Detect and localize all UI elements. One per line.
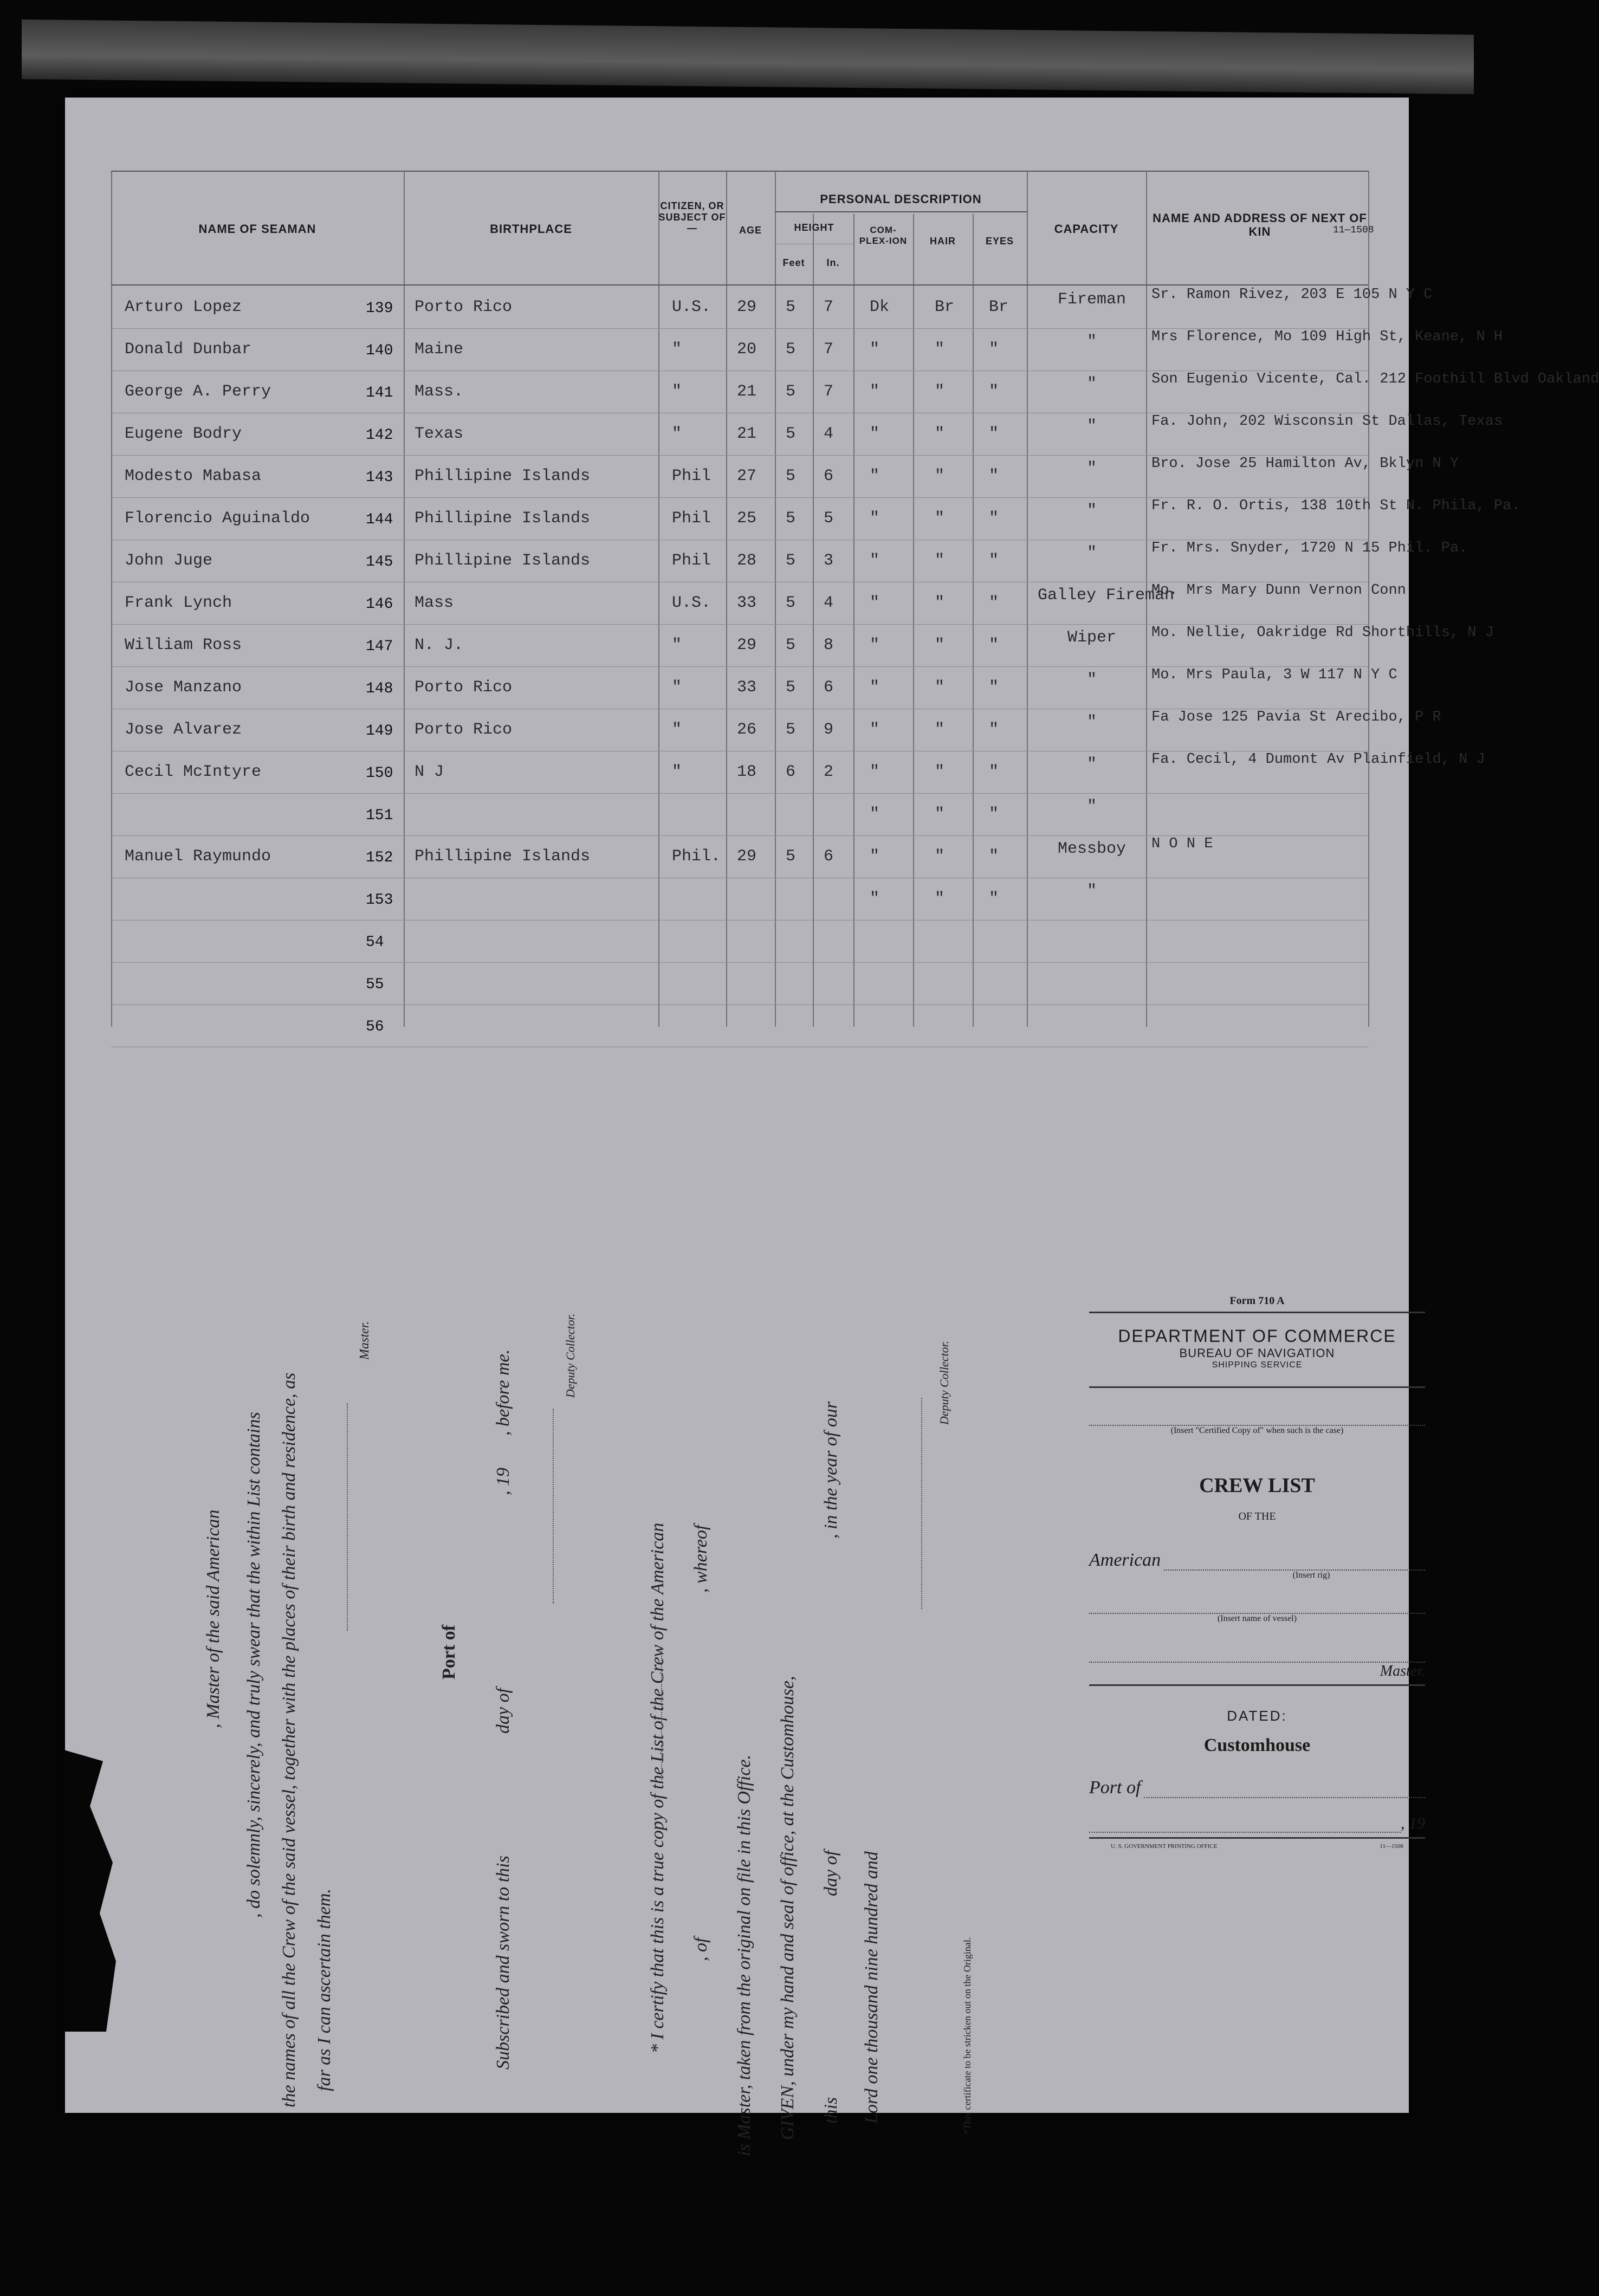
table-row bbox=[111, 836, 1368, 879]
cell-eyes: " bbox=[989, 594, 999, 612]
oath-line-3: the names of all the Crew of the said vessel, together with the places of their birth and residence, as bbox=[279, 1372, 299, 2107]
cell-in: 7 bbox=[824, 382, 834, 401]
panel-code: 11—1508 bbox=[1380, 1843, 1403, 1850]
insert-certified-note: (Insert "Certified Copy of" when such is the case) bbox=[1170, 1426, 1344, 1435]
cell-comp: " bbox=[870, 340, 880, 359]
cell-birth: Phillipine Islands bbox=[415, 509, 591, 528]
cell-eyes: " bbox=[989, 763, 999, 781]
cell-cit: " bbox=[672, 636, 682, 654]
cell-kin: Fr. R. O. Ortis, 138 10th St N. Phila, Pa. bbox=[1151, 498, 1520, 514]
cell-cit: U.S. bbox=[672, 298, 711, 316]
cell-ft: 5 bbox=[786, 467, 796, 485]
port-of-label: Port of bbox=[1089, 1778, 1141, 1798]
cell-hair: " bbox=[935, 805, 945, 823]
cell-cit: Phil. bbox=[672, 847, 721, 866]
table-row bbox=[111, 371, 1599, 414]
cell-age: 26 bbox=[737, 721, 757, 739]
header-inches: In. bbox=[826, 257, 840, 268]
cell-hair: " bbox=[935, 425, 945, 443]
cell-ft: 5 bbox=[786, 594, 796, 612]
cell-hair: " bbox=[935, 552, 945, 570]
cell-cit: " bbox=[672, 340, 682, 359]
header-height: HEIGHT bbox=[794, 222, 834, 233]
oath-this: this bbox=[821, 2097, 841, 2124]
oath-of: , of bbox=[691, 1937, 711, 1961]
cell-ft: 5 bbox=[786, 382, 796, 401]
cell-eyes: " bbox=[989, 509, 999, 528]
insert-vessel-note: (Insert name of vessel) bbox=[1217, 1614, 1297, 1623]
crew-list-cover-panel bbox=[1089, 1295, 1425, 1850]
cell-birth: N. J. bbox=[415, 636, 464, 654]
oath-certify: * I certify that this is a true copy of the List of the Crew of the American bbox=[648, 1522, 668, 2053]
cell-in: 4 bbox=[824, 594, 834, 612]
cell-hair: " bbox=[935, 847, 945, 866]
cell-hair: " bbox=[935, 594, 945, 612]
shipping-service: SHIPPING SERVICE bbox=[1212, 1360, 1303, 1370]
header-name: NAME OF SEAMAN bbox=[198, 222, 316, 236]
table-row bbox=[111, 1006, 1368, 1048]
cell-hair: " bbox=[935, 636, 945, 654]
oath-line-4: far as I can ascertain them. bbox=[314, 1889, 334, 2091]
cell-eyes: " bbox=[989, 552, 999, 570]
cell-hair: " bbox=[935, 509, 945, 528]
cell-cit: Phil bbox=[672, 552, 711, 570]
of-the-label: OF THE bbox=[1238, 1510, 1276, 1522]
year-19-label: , 19 bbox=[1401, 1814, 1425, 1832]
cell-hair: " bbox=[935, 890, 945, 908]
cell-num: 142 bbox=[366, 427, 393, 444]
cell-in: 4 bbox=[824, 425, 834, 443]
cell-ft: 5 bbox=[786, 636, 796, 654]
cell-num: 152 bbox=[366, 849, 393, 866]
oath-deputy-collector-1: Deputy Collector. bbox=[564, 1313, 577, 1398]
cell-cap: " bbox=[1086, 671, 1097, 689]
cell-name: Cecil McIntyre bbox=[125, 763, 262, 781]
header-citizen: CITIZEN, OR SUBJECT OF— bbox=[658, 200, 726, 234]
cell-birth: Phillipine Islands bbox=[415, 467, 591, 485]
table-row bbox=[111, 794, 1368, 836]
cell-num: 143 bbox=[366, 469, 393, 486]
page-edge-shadow bbox=[22, 20, 1474, 94]
oath-footnote: *This certificate to be stricken out on the Original. bbox=[962, 1937, 973, 2135]
oath-subscribed: Subscribed and sworn to this bbox=[493, 1856, 513, 2070]
cell-eyes: " bbox=[989, 636, 999, 654]
header-eyes: EYES bbox=[985, 236, 1014, 247]
bureau-title: BUREAU OF NAVIGATION bbox=[1179, 1346, 1335, 1360]
cell-hair: Br bbox=[935, 298, 955, 316]
cell-num: 153 bbox=[366, 892, 393, 909]
cell-kin: Mo. Mrs Mary Dunn Vernon Conn bbox=[1151, 582, 1406, 599]
cell-name: Florencio Aguinaldo bbox=[125, 509, 310, 528]
table-row bbox=[111, 709, 1441, 752]
header-capacity: CAPACITY bbox=[1054, 222, 1119, 236]
cell-comp: " bbox=[870, 890, 880, 908]
cell-comp: Dk bbox=[870, 298, 890, 316]
cell-age: 29 bbox=[737, 636, 757, 654]
oath-in-year: , in the year of our bbox=[821, 1401, 841, 1539]
cell-name: Donald Dunbar bbox=[125, 340, 252, 359]
crew-table bbox=[111, 171, 1599, 1035]
cell-num: 151 bbox=[366, 807, 393, 824]
cell-eyes: " bbox=[989, 678, 999, 697]
cell-ft: 5 bbox=[786, 847, 796, 866]
oath-given: GIVEN, under my hand and seal of office, at the Customhouse, bbox=[778, 1676, 798, 2140]
cell-eyes: Br bbox=[989, 298, 1009, 316]
cell-name: Eugene Bodry bbox=[125, 425, 242, 443]
cell-num: 147 bbox=[366, 638, 393, 655]
cell-age: 21 bbox=[737, 425, 757, 443]
table-row bbox=[111, 963, 1368, 1006]
oath-port-of: Port of bbox=[439, 1624, 459, 1679]
master-signature-line bbox=[347, 1403, 348, 1631]
cell-cap: " bbox=[1086, 333, 1097, 351]
cell-hair: " bbox=[935, 340, 945, 359]
cell-num: 56 bbox=[366, 1019, 384, 1035]
table-row bbox=[111, 879, 1368, 921]
cell-eyes: " bbox=[989, 805, 999, 823]
cell-name: Frank Lynch bbox=[125, 594, 232, 612]
cell-in: 7 bbox=[824, 340, 834, 359]
oath-day-of: day of bbox=[493, 1688, 513, 1734]
cell-cap: " bbox=[1086, 713, 1097, 731]
cell-kin: Mo. Mrs Paula, 3 W 117 N Y C bbox=[1151, 667, 1397, 683]
cell-num: 139 bbox=[366, 300, 393, 317]
cell-in: 5 bbox=[824, 509, 834, 528]
oath-day-of-2: day of bbox=[821, 1850, 841, 1896]
cell-age: 33 bbox=[737, 678, 757, 697]
cell-kin: Bro. Jose 25 Hamilton Av, Bklyn N Y bbox=[1151, 456, 1459, 472]
cell-cit: " bbox=[672, 382, 682, 401]
cell-kin: Mo. Nellie, Oakridge Rd Shorthills, N J bbox=[1151, 625, 1494, 641]
cell-age: 27 bbox=[737, 467, 757, 485]
oath-lord: Lord one thousand nine hundred and bbox=[862, 1851, 882, 2124]
cell-in: 6 bbox=[824, 467, 834, 485]
cell-hair: " bbox=[935, 382, 945, 401]
cell-birth: Mass. bbox=[415, 382, 464, 401]
cell-hair: " bbox=[935, 678, 945, 697]
cell-num: 141 bbox=[366, 385, 393, 401]
cell-comp: " bbox=[870, 552, 880, 570]
cell-cap: " bbox=[1086, 459, 1097, 478]
cell-in: 9 bbox=[824, 721, 834, 739]
table-row bbox=[111, 413, 1503, 456]
cell-eyes: " bbox=[989, 382, 999, 401]
header-next-of-kin: NAME AND ADDRESS OF NEXT OF KIN bbox=[1153, 211, 1367, 239]
cell-cit: Phil bbox=[672, 467, 711, 485]
table-row bbox=[111, 329, 1503, 372]
cell-comp: " bbox=[870, 467, 880, 485]
master-label: Master. bbox=[1380, 1663, 1425, 1679]
cell-ft: 5 bbox=[786, 678, 796, 697]
oath-line-1: , Master of the said American bbox=[203, 1509, 223, 1728]
header-feet: Feet bbox=[782, 257, 805, 268]
certify-blank-line bbox=[661, 1647, 662, 1782]
cell-cit: " bbox=[672, 721, 682, 739]
cell-name: Jose Alvarez bbox=[125, 721, 242, 739]
cell-name: Modesto Mabasa bbox=[125, 467, 262, 485]
cell-kin: Mrs Florence, Mo 109 High St, Keane, N H bbox=[1151, 329, 1503, 345]
cell-cap: " bbox=[1086, 502, 1097, 520]
form-code: 11—1508 bbox=[1333, 225, 1374, 236]
cell-num: 150 bbox=[366, 765, 393, 782]
cell-comp: " bbox=[870, 847, 880, 866]
header-hair: HAIR bbox=[930, 236, 956, 247]
cell-eyes: " bbox=[989, 467, 999, 485]
cell-name: Manuel Raymundo bbox=[125, 847, 271, 866]
cell-num: 55 bbox=[366, 976, 384, 993]
header-age: AGE bbox=[739, 225, 762, 236]
customhouse-label: Customhouse bbox=[1203, 1735, 1311, 1755]
cell-in: 7 bbox=[824, 298, 834, 316]
crew-list-title: CREW LIST bbox=[1199, 1474, 1315, 1497]
cell-cap: " bbox=[1086, 375, 1097, 393]
cell-birth: Phillipine Islands bbox=[415, 847, 591, 866]
cell-kin: Son Eugenio Vicente, Cal. 212 Foothill Blvd Oakland bbox=[1151, 371, 1599, 387]
cell-ft: 5 bbox=[786, 552, 796, 570]
cell-hair: " bbox=[935, 763, 945, 781]
header-complexion: COM-PLEX-ION bbox=[859, 225, 908, 246]
cell-hair: " bbox=[935, 467, 945, 485]
cell-num: 148 bbox=[366, 680, 393, 697]
cell-comp: " bbox=[870, 425, 880, 443]
cell-name: William Ross bbox=[125, 636, 242, 654]
cell-age: 28 bbox=[737, 552, 757, 570]
cell-ft: 5 bbox=[786, 721, 796, 739]
cell-kin: Fa. Cecil, 4 Dumont Av Plainfield, N J bbox=[1151, 751, 1485, 768]
cell-ft: 5 bbox=[786, 340, 796, 359]
cell-name: Jose Manzano bbox=[125, 678, 242, 697]
cell-comp: " bbox=[870, 678, 880, 697]
cell-birth: Maine bbox=[415, 340, 464, 359]
cell-ft: 5 bbox=[786, 509, 796, 528]
table-row bbox=[111, 625, 1494, 667]
cell-comp: " bbox=[870, 382, 880, 401]
table-row bbox=[111, 287, 1433, 329]
header-personal: PERSONAL DESCRIPTION bbox=[820, 192, 982, 206]
cell-ft: 5 bbox=[786, 425, 796, 443]
deputy-signature-line-1 bbox=[553, 1409, 554, 1604]
table-row bbox=[111, 540, 1468, 583]
table-row bbox=[111, 667, 1397, 710]
oath-is-master: is Master, taken from the original on file in this Office. bbox=[734, 1754, 754, 2156]
cell-kin: Fa Jose 125 Pavia St Arecibo, P R bbox=[1151, 709, 1441, 725]
cell-age: 29 bbox=[737, 847, 757, 866]
cell-name: George A. Perry bbox=[125, 382, 271, 401]
oath-line-2: , do solemnly, sincerely, and truly swear that the within List contains bbox=[244, 1412, 264, 1918]
header-birthplace: BIRTHPLACE bbox=[490, 222, 572, 236]
oath-before-me: , before me. bbox=[493, 1349, 513, 1436]
cell-in: 6 bbox=[824, 678, 834, 697]
cell-num: 149 bbox=[366, 723, 393, 740]
cell-num: 140 bbox=[366, 342, 393, 359]
cell-comp: " bbox=[870, 763, 880, 781]
cell-ft: 5 bbox=[786, 298, 796, 316]
cell-comp: " bbox=[870, 509, 880, 528]
dated-label: DATED: bbox=[1227, 1708, 1287, 1724]
cell-age: 25 bbox=[737, 509, 757, 528]
cell-birth: Texas bbox=[415, 425, 464, 443]
cell-cit: " bbox=[672, 763, 682, 781]
cell-cap: " bbox=[1086, 544, 1097, 562]
cell-kin: N O N E bbox=[1151, 836, 1213, 852]
cell-birth: Porto Rico bbox=[415, 298, 513, 316]
cell-num: 54 bbox=[366, 934, 384, 951]
form-number: Form 710 A bbox=[1229, 1295, 1285, 1307]
oath-whereof: , whereof bbox=[691, 1525, 711, 1593]
cell-cap: " bbox=[1086, 417, 1097, 436]
cell-eyes: " bbox=[989, 425, 999, 443]
cell-age: 20 bbox=[737, 340, 757, 359]
american-label: American bbox=[1089, 1550, 1161, 1570]
cell-cap: " bbox=[1086, 882, 1097, 900]
cell-cit: U.S. bbox=[672, 594, 711, 612]
cell-age: 21 bbox=[737, 382, 757, 401]
cell-cap: " bbox=[1086, 755, 1097, 774]
printer-credit: U. S. GOVERNMENT PRINTING OFFICE bbox=[1111, 1843, 1218, 1850]
cell-cit: Phil bbox=[672, 509, 711, 528]
insert-rig-note: (Insert rig) bbox=[1292, 1571, 1330, 1580]
deputy-signature-line-2 bbox=[921, 1398, 922, 1609]
table-row bbox=[111, 921, 1368, 963]
cell-cit: " bbox=[672, 678, 682, 697]
cell-kin: Fr. Mrs. Snyder, 1720 N 15 Phil. Pa. bbox=[1151, 540, 1468, 556]
cell-eyes: " bbox=[989, 340, 999, 359]
cell-birth: Phillipine Islands bbox=[415, 552, 591, 570]
cell-kin: Sr. Ramon Rivez, 203 E 105 N Y C bbox=[1151, 287, 1433, 303]
cell-age: 29 bbox=[737, 298, 757, 316]
cell-birth: N J bbox=[415, 763, 444, 781]
oath-year-19: , 19 bbox=[493, 1468, 513, 1495]
table-row bbox=[111, 582, 1406, 625]
cell-comp: " bbox=[870, 721, 880, 739]
cell-eyes: " bbox=[989, 847, 999, 866]
table-row bbox=[111, 456, 1459, 498]
cell-in: 6 bbox=[824, 847, 834, 866]
cell-cap: Galley Fireman bbox=[1038, 586, 1175, 605]
cell-birth: Porto Rico bbox=[415, 678, 513, 697]
cell-comp: " bbox=[870, 594, 880, 612]
cell-cap: Wiper bbox=[1067, 628, 1116, 647]
cell-comp: " bbox=[870, 805, 880, 823]
oath-master-label: Master. bbox=[358, 1321, 372, 1360]
cell-in: 2 bbox=[824, 763, 834, 781]
cell-age: 33 bbox=[737, 594, 757, 612]
cell-age: 18 bbox=[737, 763, 757, 781]
department-title: DEPARTMENT OF COMMERCE bbox=[1118, 1326, 1396, 1346]
cell-num: 145 bbox=[366, 554, 393, 570]
cell-hair: " bbox=[935, 721, 945, 739]
cell-comp: " bbox=[870, 636, 880, 654]
cell-cit: " bbox=[672, 425, 682, 443]
cell-name: Arturo Lopez bbox=[125, 298, 242, 316]
cell-in: 3 bbox=[824, 552, 834, 570]
cell-name: John Juge bbox=[125, 552, 213, 570]
cell-cap: Messboy bbox=[1057, 840, 1127, 858]
cell-eyes: " bbox=[989, 890, 999, 908]
cell-num: 146 bbox=[366, 596, 393, 613]
cell-in: 8 bbox=[824, 636, 834, 654]
cell-num: 144 bbox=[366, 511, 393, 528]
cell-kin: Fa. John, 202 Wisconsin St Dallas, Texas bbox=[1151, 413, 1503, 430]
cell-cap: Fireman bbox=[1057, 290, 1127, 309]
cell-cap: " bbox=[1086, 797, 1097, 816]
cell-birth: Porto Rico bbox=[415, 721, 513, 739]
cell-birth: Mass bbox=[415, 594, 454, 612]
table-row bbox=[111, 498, 1520, 541]
oath-deputy-collector-2: Deputy Collector. bbox=[937, 1340, 951, 1425]
crew-list-sheet bbox=[65, 98, 1599, 2156]
cell-ft: 6 bbox=[786, 763, 796, 781]
cell-eyes: " bbox=[989, 721, 999, 739]
table-row bbox=[111, 751, 1485, 794]
